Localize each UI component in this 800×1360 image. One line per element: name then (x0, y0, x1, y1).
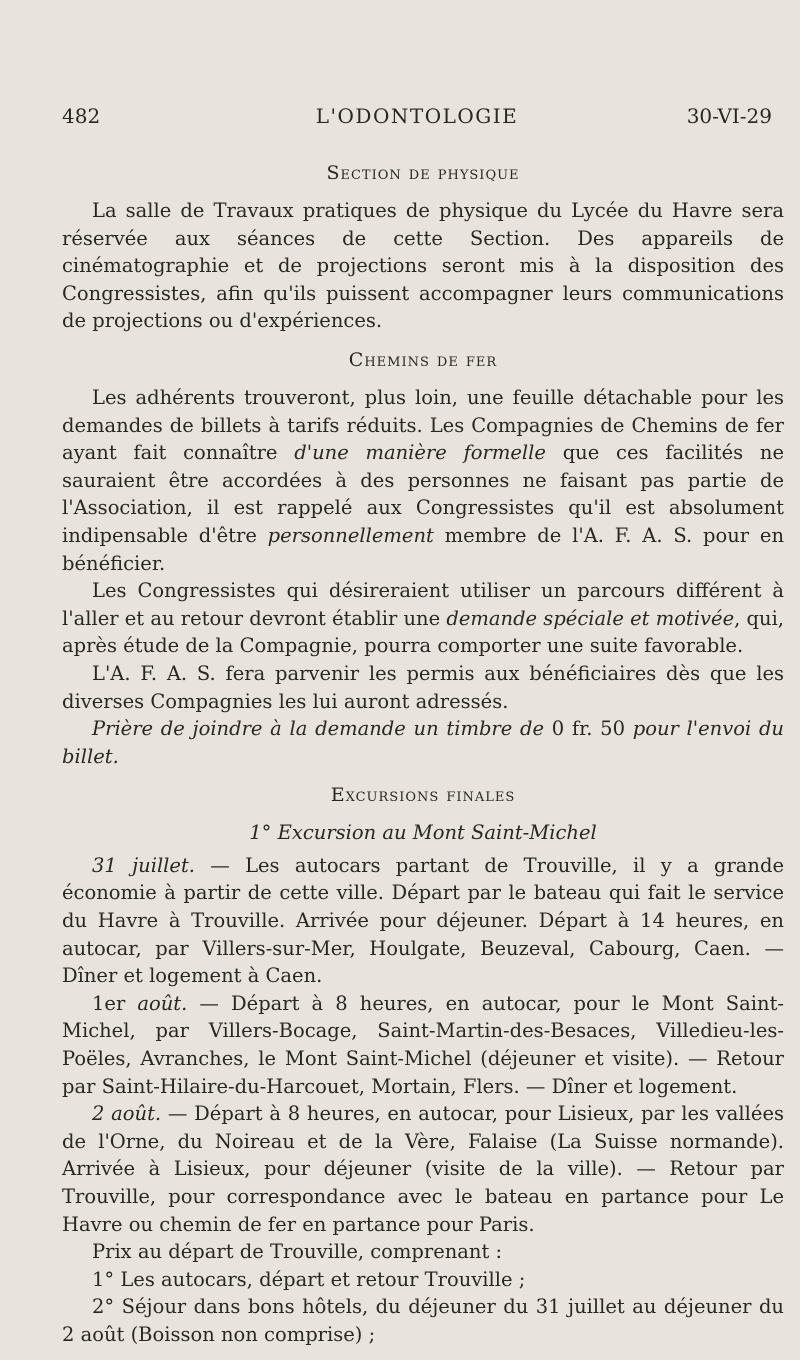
section-title-chemins: Chemins de fer (348, 348, 498, 371)
prix-item-2: 2° Séjour dans bons hôtels, du déjeuner du 31 juillet au déjeuner du 2 août (Boisson non comprise) ; (62, 1295, 784, 1346)
chemins-paragraph-3: L'A. F. A. S. fera parvenir les permis aux bénéficiaires dès que les diverses Compagnies les lui auront adressés. (62, 661, 784, 713)
excursion-day-3: 2 août. — Départ à 8 heures, en autocar, pour Lisieux, par les vallées de l'Orne, du Noireau et de la Vère, Falaise (La Suisse normande). Arrivée à Lisieux, pour déjeuner (visite de la ville). — Retour par Trouville, pour correspondance avec le bateau en partance pour Le Havre ou chemin de fer en partance pour Paris. (62, 1102, 784, 1236)
page-number: 482 (62, 104, 101, 128)
prix-item-1: 1° Les autocars, départ et retour Trouville ; (92, 1267, 526, 1291)
journal-title: L'ODONTOLOGIE (315, 104, 519, 128)
excursion-subtitle: 1° Excursion au Mont Saint-Michel (249, 821, 597, 845)
chemins-paragraph-2: Les Congressistes qui désireraient utiliser un parcours différent à l'aller et au retour devront établir une demande spéciale et motivée, qui, après étude de la Compagnie, pourra comporter une suite favorable. (62, 579, 784, 658)
excursion-day-1: 31 juillet. — Les autocars partant de Trouville, il y a grande économie à partir de cette ville. Départ par le bateau qui fait le service du Havre à Trouville. Arrivée pour déjeuner. Départ à 14 heures, en autocar, par Villers-sur-Mer, Houlgate, Beuzeval, Cabourg, Caen. — Dîner et logement à Caen. (62, 853, 784, 988)
excursion-day-2: 1er août. — Départ à 8 heures, en autocar, pour le Mont Saint-Michel, par Villers-Bocage, Saint-Martin-des-Besaces, Villedieu-les-Poëles, Avranches, le Mont Saint-Michel (déjeuner et visite). — Retour par Saint-Hilaire-du-Harcouet, Mortain, Flers. — Dîner et logement. (62, 991, 784, 1098)
chemins-paragraph-4: Prière de joindre à la demande un timbre de 0 fr. 50 pour l'envoi du billet. (62, 717, 784, 768)
running-header (62, 104, 772, 134)
chemins-paragraph-1: Les adhérents trouveront, plus loin, une feuille détachable pour les demandes de billets à tarifs réduits. Les Compagnies de Chemins de fer ayant fait connaître d'une manière formelle que ces facilités ne sauraient être accordées à des personnes ne faisant pas partie de l'Association, il est rappelé aux Congressistes qu'il est absolument indipensable d'être personnellement membre de l'A. F. A. S. pour en bénéficier. (62, 385, 784, 575)
issue-date: 30-VI-29 (686, 104, 772, 128)
physique-paragraph: La salle de Travaux pratiques de physique du Lycée du Havre sera réservée aux séances de cette Section. Des appareils de cinématographie et de projections seront mis à la disposition des Congressistes, afin qu'ils puissent accompagner leurs communications de projections ou d'expériences. (62, 199, 784, 333)
section-title-physique: Section de physique (326, 162, 520, 184)
page-body (62, 160, 784, 1349)
prix-intro: Prix au départ de Trouville, comprenant : (92, 1240, 503, 1264)
section-title-excursions: Excursions finales (330, 784, 516, 807)
